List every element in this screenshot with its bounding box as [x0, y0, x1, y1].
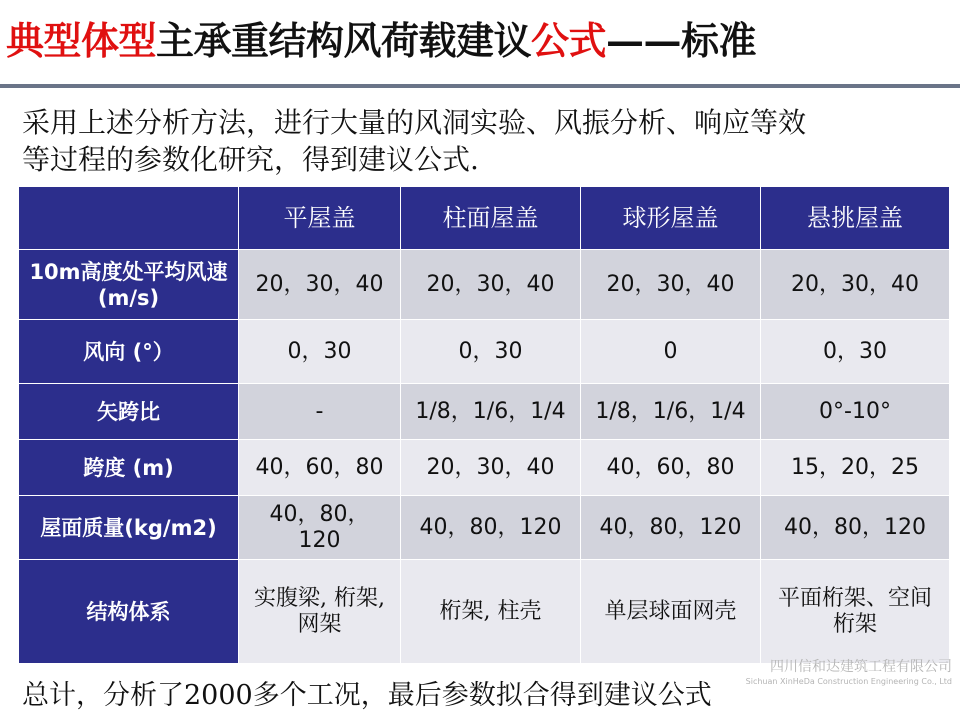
table-cell: 0，30: [761, 320, 950, 384]
row-label: 矢跨比: [19, 384, 239, 440]
table-row: [19, 250, 950, 320]
watermark-chinese: 四川信和达建筑工程有限公司: [770, 659, 952, 675]
table-cell: 20，30，40: [761, 250, 950, 320]
table-cell: 40，80，120: [581, 496, 761, 560]
table-header-row: [19, 187, 950, 250]
row-label: 跨度 (m): [19, 440, 239, 496]
slide-title: [6, 8, 956, 74]
table-cell: 15，20，25: [761, 440, 950, 496]
row-label: 结构体系: [19, 560, 239, 664]
table-cell: 0，30: [239, 320, 401, 384]
table-cell: 20，30，40: [401, 440, 581, 496]
intro-line-2: 等过程的参数化研究，得到建议公式.: [22, 143, 479, 176]
header-corner: [19, 187, 239, 250]
table-cell: 40，80，120: [761, 496, 950, 560]
table-cell: 20，30，40: [239, 250, 401, 320]
summary-text: 总计，分析了2000多个工况，最后参数拟合得到建议公式: [22, 680, 712, 711]
intro-text: [22, 104, 942, 178]
table-row: [19, 384, 950, 440]
title-part-4: ——标准: [606, 18, 757, 63]
table-cell: 1/8，1/6，1/4: [401, 384, 581, 440]
table-cell: 40，60，80: [239, 440, 401, 496]
intro-line-1: 采用上述分析方法，进行大量的风洞实验、风振分析、响应等效: [22, 106, 807, 139]
table-row: [19, 440, 950, 496]
header-flat-roof: 平屋盖: [239, 187, 401, 250]
table-cell: 20，30，40: [581, 250, 761, 320]
table-row: [19, 560, 950, 664]
table-cell: 桁架, 柱壳: [401, 560, 581, 664]
table-row: [19, 320, 950, 384]
table-cell: 实腹梁, 桁架, 网架: [239, 560, 401, 664]
table-cell: 0: [581, 320, 761, 384]
header-spherical-roof: 球形屋盖: [581, 187, 761, 250]
table-cell: 40，80，120: [401, 496, 581, 560]
table-cell: 40，80，120: [239, 496, 401, 560]
company-watermark: [746, 658, 952, 688]
table-cell: 1/8，1/6，1/4: [581, 384, 761, 440]
title-divider: [0, 84, 960, 88]
row-label: 风向 (°）: [19, 320, 239, 384]
table-row: [19, 496, 950, 560]
row-label: 屋面质量(kg/m2): [19, 496, 239, 560]
row-label: 10m高度处平均风速 (m/s): [19, 250, 239, 320]
table-cell: 0°-10°: [761, 384, 950, 440]
table-cell: 平面桁架、空间桁架: [761, 560, 950, 664]
header-cantilever-roof: 悬挑屋盖: [761, 187, 950, 250]
title-part-1: 典型体型: [6, 18, 157, 63]
title-part-3: 公式: [531, 18, 607, 63]
table-cell: 单层球面网壳: [581, 560, 761, 664]
table-cell: 20，30，40: [401, 250, 581, 320]
title-part-2: 主承重结构风荷载建议: [156, 18, 532, 63]
table-cell: -: [239, 384, 401, 440]
parameter-table: [18, 186, 950, 664]
table-cell: 40，60，80: [581, 440, 761, 496]
watermark-english: Sichuan XinHeDa Construction Engineering Co., Ltd: [745, 677, 952, 686]
table-cell: 0，30: [401, 320, 581, 384]
header-cylindrical-roof: 柱面屋盖: [401, 187, 581, 250]
